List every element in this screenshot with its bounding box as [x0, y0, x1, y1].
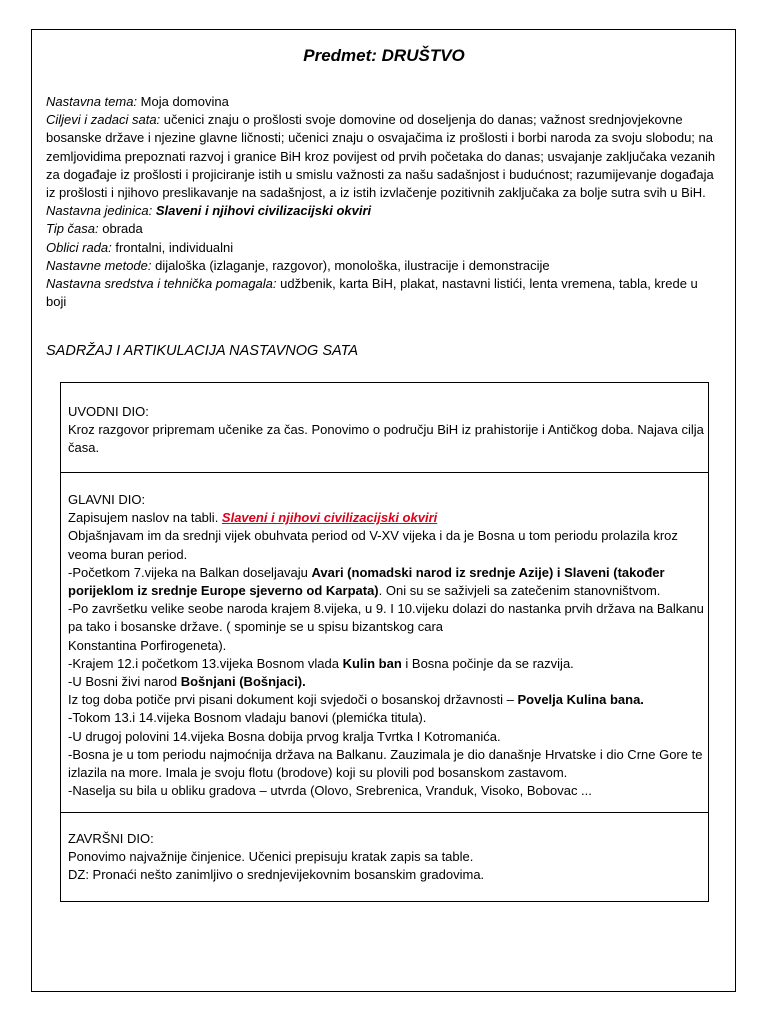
zavrsni-line2: DZ: Pronaći nešto zanimljivo o srednjevijekovnim bosanskim gradovima. [68, 867, 485, 883]
lesson-structure-table [60, 382, 709, 902]
tema-line [46, 93, 718, 111]
naslov-intro: Zapisujem naslov na tabli. [68, 510, 222, 526]
metode-value: dijaloška (izlaganje, razgovor), monološka, ilustracije i demonstracije [151, 257, 550, 273]
sredstva-value: udžbenik, karta BiH, plakat, nastavni listići, lenta vremena, tabla, krede u boji [46, 276, 698, 310]
glavni-p5 [68, 673, 708, 691]
tip-label: Tip časa: [46, 221, 99, 237]
glavni-p3b: Konstantina Porfirogeneta). [68, 637, 227, 653]
glavni-p7: -Tokom 13.i 14.vijeka Bosnom vladaju banovi (plemićka titula). [68, 710, 427, 726]
tema-label: Nastavna tema: [46, 94, 138, 109]
glavni-heading: GLAVNI DIO: [68, 492, 146, 507]
glavni-p9: -Bosna je u tom periodu najmoćnija država na Balkanu. Zauzimala je dio današnje Hrvatske i dio Crne Gore te izlazila na more. Imala je svoju flotu (brodove) koji su plovili pod bosanskom zastavom. [68, 746, 703, 781]
glavni-p4 [68, 655, 708, 673]
metode-label: Nastavne metode: [46, 257, 152, 273]
tip-value: obrada [98, 221, 143, 237]
p4-text: -Krajem 12.i početkom 13.vijeka Bosnom vlada [68, 655, 343, 671]
sredstva-label: Nastavna sredstva i tehnička pomagala: [46, 276, 277, 292]
p2-text: -Početkom 7.vijeka na Balkan doseljavaju [68, 564, 312, 580]
oblici-line [46, 239, 718, 257]
glavni-p2 [68, 564, 708, 600]
glavni-p1: Objašnjavam im da srednji vijek obuhvata period od V-XV vijeka i da je Bosna u tom periodu prolazila kroz veoma buran period. [68, 528, 678, 562]
glavni-p8: -U drugoj polovini 14.vijeka Bosna dobija prvog kralja Tvrtka I Kotromanića. [68, 728, 501, 744]
document-title: Predmet: DRUŠTVO [303, 46, 465, 65]
uvodni-text: Kroz razgovor pripremam učenike za čas. Ponovimo o području BiH iz prahistorije i Antičkog doba. Najava cilja časa. [68, 422, 704, 456]
table-divider-2 [61, 812, 708, 813]
sredstva-line [46, 275, 718, 311]
jedinica-line [46, 202, 718, 220]
section-heading: SADRŽAJ I ARTIKULACIJA NASTAVNOG SATA [46, 343, 359, 359]
p6-text: Iz tog doba potiče prvi pisani dokument koji svjedoči o bosanskoj državnosti – [68, 692, 518, 708]
lesson-title-link[interactable]: Slaveni i njihovi civilizacijski okviri [221, 510, 438, 526]
p4-tail: i Bosna počinje da se razvija. [401, 655, 574, 671]
p4-bold: Kulin ban [342, 655, 402, 671]
zavrsni-heading: ZAVRŠNI DIO: [68, 831, 154, 846]
p6-bold: Povelja Kulina bana. [517, 692, 644, 708]
glavni-p3: -Po završetku velike seobe naroda krajem 8.vijeka, u 9. I 10.vijeku dolazi do nastanka prvih država na Balkanu pa tako i bosanske države. ( spominje se u spisu bizantskog cara [68, 601, 704, 635]
p2-tail: . Oni su se saživjeli sa zatečenim stanovništvom. [378, 583, 661, 599]
uvodni-cell [61, 403, 708, 458]
p5-text: -U Bosni živi narod [68, 674, 181, 690]
ciljevi-line [46, 111, 718, 202]
zavrsni-line1: Ponovimo najvažnije činjenice. Učenici prepisuju kratak zapis sa table. [68, 849, 474, 865]
glavni-naslov-line [68, 509, 708, 527]
oblici-label: Oblici rada: [46, 239, 112, 255]
p2-bold: Avari (nomadski narod iz srednje Azije) i Slaveni (također porijeklom iz srednje Europe sjeverno od Karpata) [68, 564, 665, 599]
uvodni-heading: UVODNI DIO: [68, 404, 149, 419]
ciljevi-label: Ciljevi i zadaci sata: [46, 112, 161, 128]
ciljevi-value: učenici znaju o prošlosti svoje domovine od doseljenja do danas; važnost srednjovjekovne bosanske države i njezine glavne ličnosti; učenici znaju o osvajačima iz prošlosti i borbi naroda za svoju slobodu; na zemljovidima prepoznati razvoj i granice BiH kroz povijest od prvih početaka do danas; usvajanje zaključaka vezanih za događaje iz prošlosti i projiciranje istih u smislu važnosti za našu sadašnjost i budućnost; razumijevanje događaja iz prošlosti i njihovo preslikavanje na sadašnjost, a iz istih izvlačenje pozitivnih zaključaka za bolje sutra svih u BiH. [46, 112, 716, 201]
jedinica-label: Nastavna jedinica: [46, 203, 153, 219]
glavni-cell [61, 491, 708, 800]
p5-bold: Bošnjani (Bošnjaci). [180, 674, 306, 690]
tema-value: Moja domovina [137, 94, 229, 109]
oblici-value: frontalni, individualni [111, 239, 234, 255]
jedinica-value: Slaveni i njihovi civilizacijski okviri [152, 203, 372, 219]
table-divider-1 [61, 472, 708, 473]
metode-line [46, 257, 718, 275]
glavni-p10: -Naselja su bila u obliku gradova – utvrda (Olovo, Srebrenica, Vranduk, Visoko, Bobovac ... [68, 783, 592, 799]
tip-line [46, 220, 718, 238]
zavrsni-cell [61, 830, 708, 885]
glavni-p6 [68, 691, 708, 709]
lesson-metadata [46, 93, 718, 311]
